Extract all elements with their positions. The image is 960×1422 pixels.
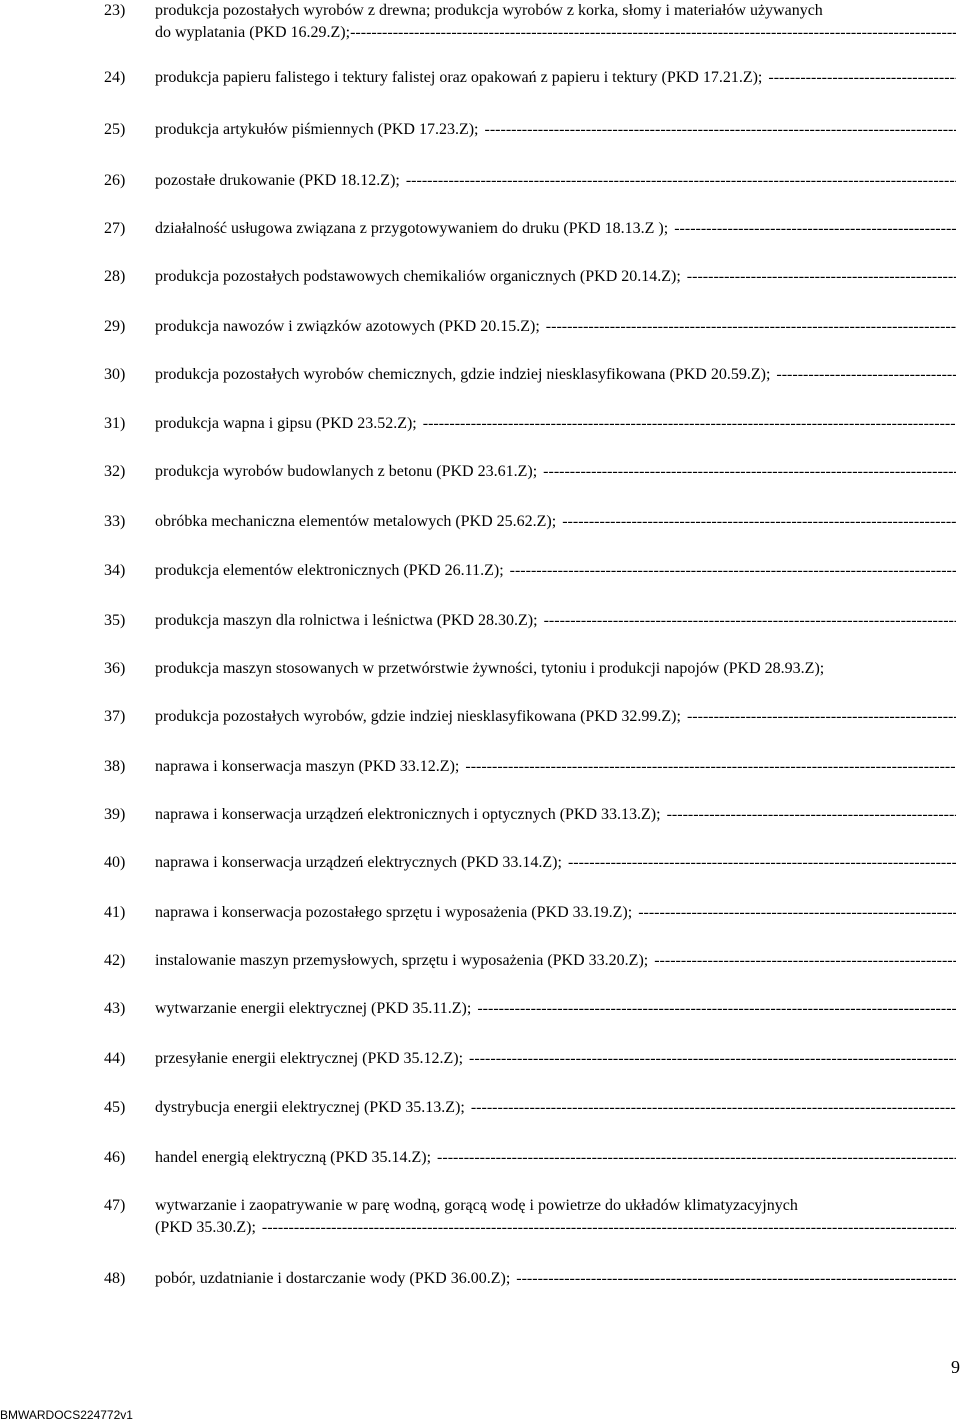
item-text: produkcja pozostałych wyrobów, gdzie indziej niesklasyfikowana (PKD 32.99.Z); xyxy=(155,708,681,725)
item-text-line xyxy=(155,364,956,385)
item-number: 31) xyxy=(104,415,126,432)
item-number: 36) xyxy=(104,660,126,677)
item-text-line xyxy=(155,1147,956,1168)
item-number: 46) xyxy=(104,1149,126,1166)
item-text-line xyxy=(155,852,956,873)
item-number: 33) xyxy=(104,513,126,530)
item-text: produkcja papieru falistego i tektury falistej oraz opakowań z papieru i tektury (PKD 17.21.Z); xyxy=(155,69,763,86)
item-text-line xyxy=(155,706,956,727)
document-id: BMWARDOCS224772v1 xyxy=(0,1408,133,1422)
dash-leader xyxy=(540,316,956,337)
item-text: wytwarzanie energii elektrycznej (PKD 35.11.Z); xyxy=(155,1000,472,1017)
item-text-line xyxy=(155,950,956,971)
item-text-line xyxy=(155,67,956,88)
item-number: 47) xyxy=(104,1197,126,1214)
item-text: pozostałe drukowanie (PKD 18.12.Z); xyxy=(155,172,400,189)
dash-leader xyxy=(632,902,956,923)
dash-leader xyxy=(681,266,956,287)
dash-leader xyxy=(504,560,956,581)
dash-leader xyxy=(661,804,956,825)
item-number: 28) xyxy=(104,268,126,285)
item-number: 32) xyxy=(104,463,126,480)
item-text: produkcja wyrobów budowlanych z betonu (PKD 23.61.Z); xyxy=(155,463,538,480)
item-text: produkcja pozostałych podstawowych chemikaliów organicznych (PKD 20.14.Z); xyxy=(155,268,681,285)
dash-leader xyxy=(479,119,957,140)
item-text-line xyxy=(155,1048,956,1069)
item-text: instalowanie maszyn przemysłowych, sprzętu i wyposażenia (PKD 33.20.Z); xyxy=(155,952,649,969)
item-text-line xyxy=(155,266,956,287)
item-text: dystrybucja energii elektrycznej (PKD 35.13.Z); xyxy=(155,1099,465,1116)
item-number: 30) xyxy=(104,366,126,383)
item-text: produkcja elementów elektronicznych (PKD 26.11.Z); xyxy=(155,562,504,579)
item-text: produkcja wapna i gipsu (PKD 23.52.Z); xyxy=(155,415,417,432)
dash-leader xyxy=(256,1217,956,1238)
item-number: 24) xyxy=(104,69,126,86)
item-text-line xyxy=(155,1097,956,1118)
dash-leader xyxy=(459,756,956,777)
item-text-line xyxy=(155,22,956,43)
item-text: produkcja maszyn dla rolnictwa i leśnictwa (PKD 28.30.Z); xyxy=(155,612,538,629)
item-text: (PKD 35.30.Z); xyxy=(155,1219,256,1236)
item-text-line xyxy=(155,0,956,21)
dash-leader xyxy=(417,413,956,434)
item-text: przesyłanie energii elektrycznej (PKD 35.12.Z); xyxy=(155,1050,464,1067)
dash-leader xyxy=(668,218,956,239)
item-number: 37) xyxy=(104,708,126,725)
item-text-line xyxy=(155,1268,956,1289)
item-text-line xyxy=(155,413,956,434)
dash-leader xyxy=(770,364,956,385)
dash-leader xyxy=(465,1097,956,1118)
item-text: produkcja nawozów i związków azotowych (PKD 20.15.Z); xyxy=(155,318,540,335)
dash-leader xyxy=(681,706,956,727)
dash-leader xyxy=(471,998,956,1019)
item-text-line xyxy=(155,998,956,1019)
item-number: 26) xyxy=(104,172,126,189)
item-text-line xyxy=(155,170,956,191)
item-text: produkcja artykułów piśmiennych (PKD 17.23.Z); xyxy=(155,121,479,138)
item-text-line xyxy=(155,560,956,581)
item-text-line xyxy=(155,804,956,825)
dash-leader xyxy=(537,461,956,482)
item-number: 23) xyxy=(104,2,126,19)
item-number: 25) xyxy=(104,121,126,138)
dash-leader xyxy=(762,67,956,88)
item-text: działalność usługowa związana z przygotowywaniem do druku (PKD 18.13.Z ); xyxy=(155,220,669,237)
item-text: pobór, uzdatnianie i dostarczanie wody (PKD 36.00.Z); xyxy=(155,1270,511,1287)
dash-leader xyxy=(463,1048,956,1069)
item-number: 42) xyxy=(104,952,126,969)
item-text-line xyxy=(155,461,956,482)
page-number: 9 xyxy=(951,1357,960,1377)
item-text: obróbka mechaniczna elementów metalowych (PKD 25.62.Z); xyxy=(155,513,557,530)
item-number: 48) xyxy=(104,1270,126,1287)
item-text: handel energią elektryczną (PKD 35.14.Z); xyxy=(155,1149,432,1166)
item-number: 29) xyxy=(104,318,126,335)
item-number: 40) xyxy=(104,854,126,871)
item-text-line xyxy=(155,218,956,239)
item-text: naprawa i konserwacja urządzeń elektronicznych i optycznych (PKD 33.13.Z); xyxy=(155,806,661,823)
item-number: 45) xyxy=(104,1099,126,1116)
item-number: 38) xyxy=(104,758,126,775)
item-text: naprawa i konserwacja maszyn (PKD 33.12.Z); xyxy=(155,758,460,775)
dash-leader xyxy=(648,950,956,971)
item-number: 43) xyxy=(104,1000,126,1017)
item-number: 44) xyxy=(104,1050,126,1067)
item-number: 39) xyxy=(104,806,126,823)
item-number: 34) xyxy=(104,562,126,579)
item-text: naprawa i konserwacja pozostałego sprzętu i wyposażenia (PKD 33.19.Z); xyxy=(155,904,633,921)
item-text-line xyxy=(155,1195,956,1216)
item-text-line xyxy=(155,902,956,923)
dash-leader xyxy=(350,22,956,43)
dash-leader xyxy=(556,511,956,532)
item-text-line xyxy=(155,1217,956,1238)
item-text: wytwarzanie i zaopatrywanie w parę wodną, gorącą wodę i powietrze do układów klimatyzacyjnych xyxy=(155,1197,798,1214)
item-text: naprawa i konserwacja urządzeń elektrycznych (PKD 33.14.Z); xyxy=(155,854,562,871)
item-number: 27) xyxy=(104,220,126,237)
item-text-line xyxy=(155,756,956,777)
dash-leader xyxy=(538,610,956,631)
dash-leader xyxy=(400,170,956,191)
item-text-line xyxy=(155,610,956,631)
dash-leader xyxy=(431,1147,956,1168)
item-text-line xyxy=(155,511,956,532)
item-text-line xyxy=(155,316,956,337)
item-number: 35) xyxy=(104,612,126,629)
item-text-line xyxy=(155,119,956,140)
item-text: do wyplatania (PKD 16.29.Z); xyxy=(155,24,351,41)
item-text: produkcja pozostałych wyrobów chemicznych, gdzie indziej niesklasyfikowana (PKD 20.59.Z); xyxy=(155,366,771,383)
dash-leader xyxy=(510,1268,956,1289)
item-text: produkcja maszyn stosowanych w przetwórstwie żywności, tytoniu i produkcji napojów (PKD 28.93.Z); xyxy=(155,660,825,677)
item-number: 41) xyxy=(104,904,126,921)
dash-leader xyxy=(562,852,956,873)
item-text: produkcja pozostałych wyrobów z drewna; produkcja wyrobów z korka, słomy i materiałów używanych xyxy=(155,2,823,19)
item-text-line xyxy=(155,658,956,679)
